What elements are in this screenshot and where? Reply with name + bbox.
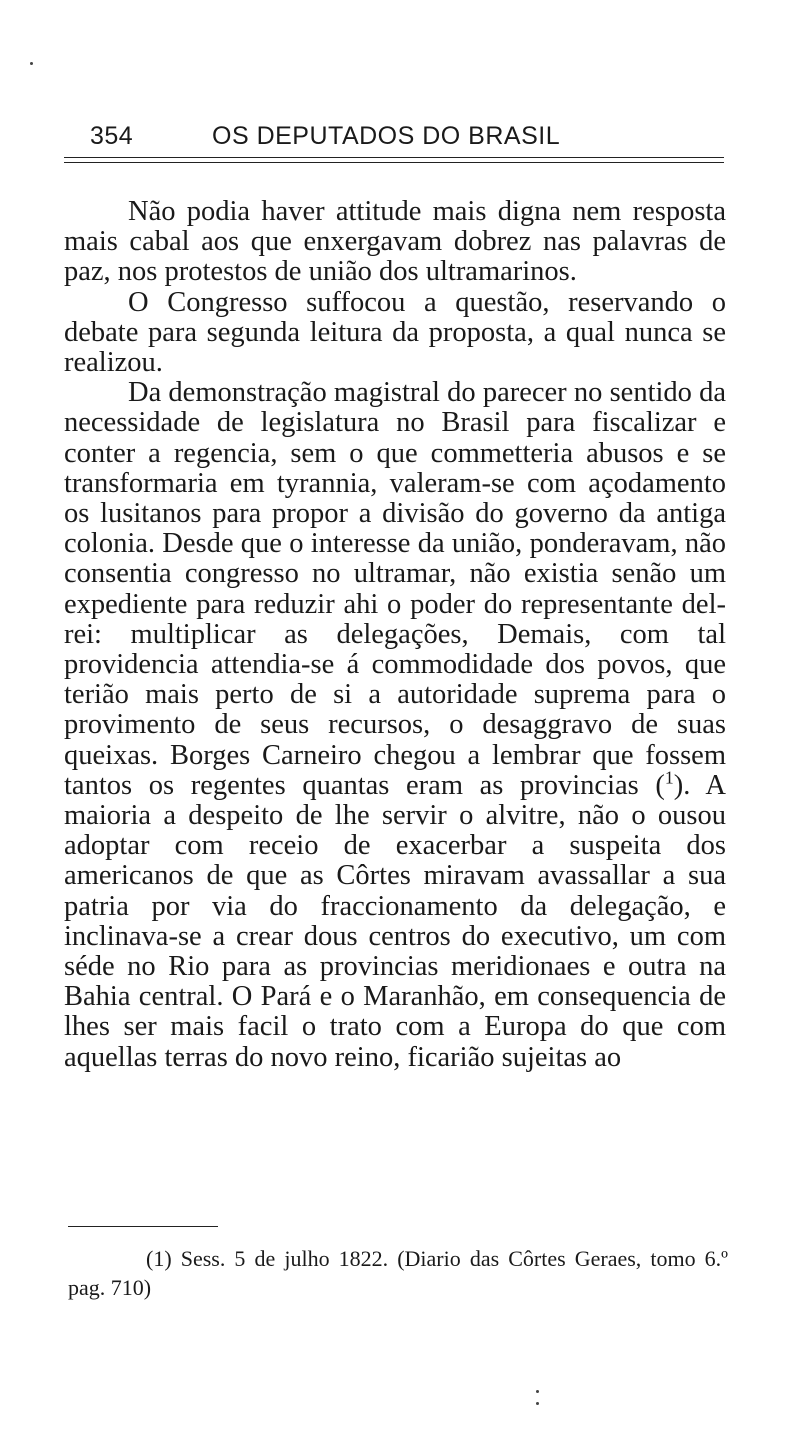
paragraph-1: Não podia haver attitude mais digna nem resposta mais cabal aos que enxergavam dobrez nas palavras de paz, nos protestos de união dos ultramarinos. (64, 196, 726, 288)
paragraph-3 (64, 378, 726, 1073)
footnote-marker: (1) (146, 1246, 172, 1271)
paragraph-3-part-1: Da demonstração magistral do parecer no sentido da necessidade de legislatura no Brasil para fiscalizar e conter a regencia, sem o que commetteria abusos e se transformaria em tyrannia, valeram-se com açodamento os lusitanos para propor a divisão do governo da antiga colonia. Desde que o interesse da união, ponderavam, não consentia congresso no ultramar, não existia senão um expediente para reduzir ahi o poder do representante del-rei: multiplicar as delegações, Demais, com tal providencia attendia-se á commodidade dos povos, que terião mais perto de si a autoridade suprema para o provimento de seus recursos, o desaggravo de suas queixas. Borges Carneiro chegou a lembrar que fossem tantos os regentes quantas eram as provincias ( (64, 377, 726, 801)
footnote-text: Sess. 5 de julho 1822. (Diario das Côrtes Geraes, tomo 6.º pag. 710) (68, 1246, 728, 1300)
running-title: OS DEPUTADOS DO BRASIL (212, 122, 561, 150)
main-text (64, 197, 726, 1073)
paragraph-2: O Congresso suffocou a questão, reservando o debate para segunda leitura da proposta, a qual nunca se realizou. (64, 286, 726, 379)
footnote-reference: 1 (664, 767, 674, 788)
scan-speck (30, 62, 33, 65)
footnote (68, 1244, 728, 1302)
scan-speck (536, 1390, 539, 1393)
footnote-separator (68, 1226, 218, 1227)
header-rule-bottom (64, 162, 724, 163)
page-number: 354 (90, 122, 134, 150)
running-header (90, 120, 730, 152)
scan-speck (536, 1402, 539, 1405)
paragraph-3-part-2: ). A maioria a despeito de lhe servir o alvitre, não o ousou adoptar com receio de exacerbar a suspeita dos americanos de que as Côrtes miravam avassallar a sua patria por via do fraccionamento da delegação, e inclinava-se a crear dous centros do executivo, um com séde no Rio para as provincias meridionaes e outra na Bahia central. O Pará e o Maranhão, em consequencia de lhes ser mais facil o trato com a Europa do que com aquellas terras do novo reino, ficarião sujeitas ao (64, 769, 726, 1073)
header-rule-top (64, 157, 724, 158)
